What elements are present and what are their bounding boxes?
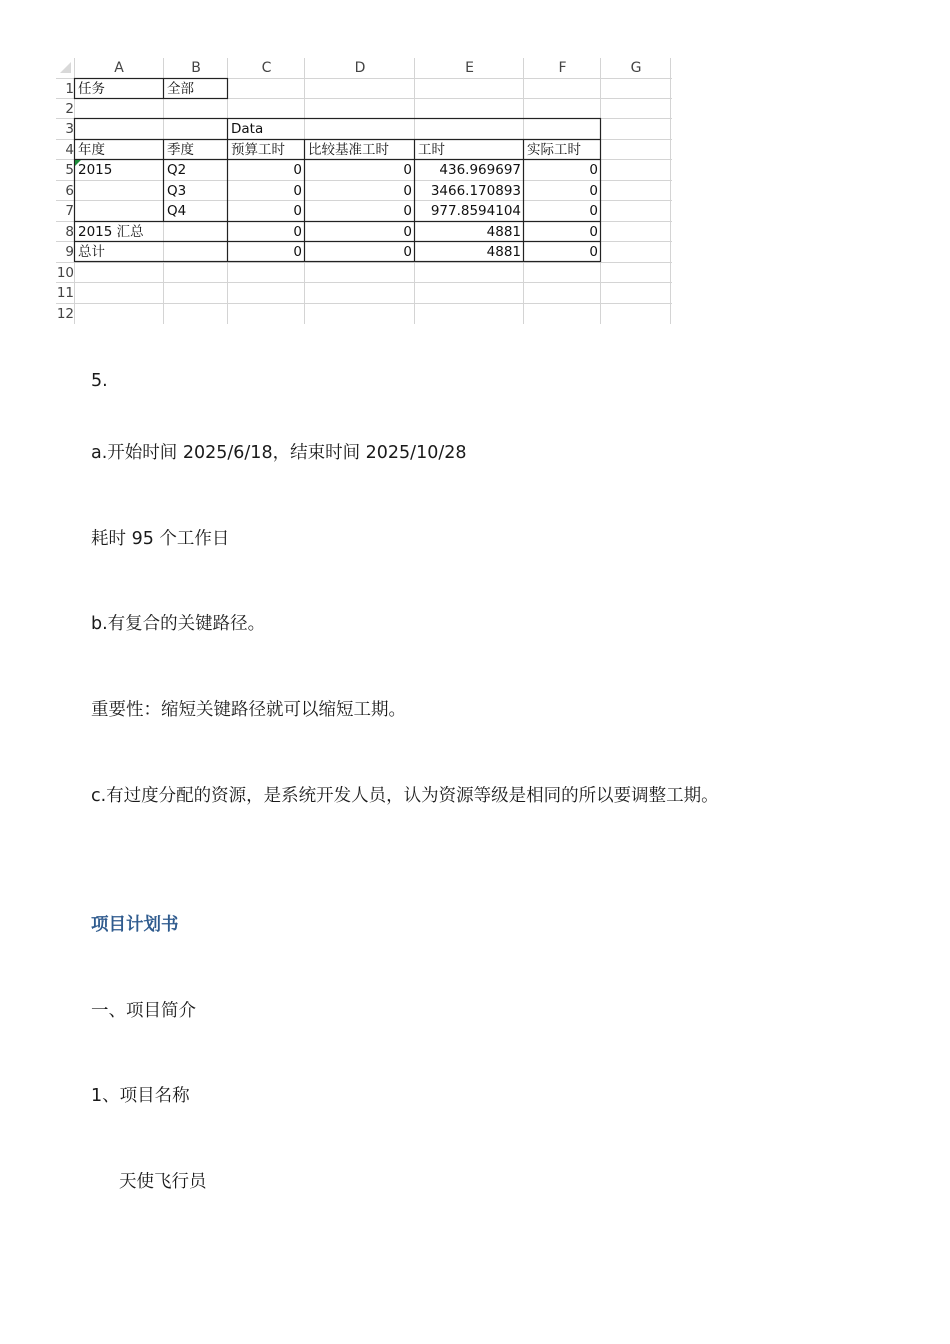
table-cell-work[interactable]: 3466.170893 [430,183,521,199]
subtotal-baseline-cell[interactable]: 0 [403,224,412,240]
table-cell-year[interactable]: 2015 [78,162,113,178]
filter-label-cell[interactable]: 任务 [78,81,105,97]
total-label-cell[interactable]: 总计 [78,244,105,260]
column-header-e[interactable]: E [465,60,474,76]
row-header-9[interactable]: 9 [65,244,74,260]
item-number: 5. [91,371,108,391]
table-cell-quarter[interactable]: Q2 [167,162,187,178]
subsection-one-heading: 1、项目名称 [91,1086,190,1106]
column-header-a[interactable]: A [114,60,124,76]
filter-value-cell[interactable]: 全部 [167,81,194,97]
spreadsheet-screenshot [56,58,672,324]
table-cell-budget[interactable]: 0 [293,183,302,199]
table-cell-budget[interactable]: 0 [293,162,302,178]
row-header-11[interactable]: 11 [56,285,74,301]
row-header-2[interactable]: 2 [65,101,74,117]
answer-a-paragraph: a.开始时间 2025/6/18，结束时间 2025/10/28 [91,443,467,463]
answer-b-paragraph: b.有复合的关键路径。 [91,614,266,634]
row-header-6[interactable]: 6 [65,183,74,199]
header-cell-baseline-work[interactable]: 比较基准工时 [308,142,389,158]
subtotal-actual-cell[interactable]: 0 [589,224,598,240]
subtotal-label-cell[interactable]: 2015 汇总 [78,224,144,240]
row-header-4[interactable]: 4 [65,142,74,158]
row-header-7[interactable]: 7 [65,203,74,219]
duration-paragraph: 耗时 95 个工作日 [91,529,230,549]
header-cell-work[interactable]: 工时 [418,142,445,158]
table-cell-baseline[interactable]: 0 [403,162,412,178]
table-cell-budget[interactable]: 0 [293,203,302,219]
row-header-5[interactable]: 5 [65,162,74,178]
answer-c-paragraph: c.有过度分配的资源，是系统开发人员，认为资源等级是相同的所以要调整工期。 [91,786,719,806]
column-header-d[interactable]: D [354,60,366,76]
total-work-cell[interactable]: 4881 [486,244,521,260]
table-cell-actual[interactable]: 0 [589,183,598,199]
project-name-text: 天使飞行员 [119,1172,207,1192]
column-header-c[interactable]: C [261,60,272,76]
row-header-12[interactable]: 12 [56,306,74,322]
importance-paragraph: 重要性：缩短关键路径就可以缩短工期。 [91,700,406,720]
subtotal-work-cell[interactable]: 4881 [486,224,521,240]
row-header-8[interactable]: 8 [65,224,74,240]
header-cell-actual-work[interactable]: 实际工时 [527,142,581,158]
subtotal-budget-cell[interactable]: 0 [293,224,302,240]
plan-title-heading: 项目计划书 [91,915,179,935]
data-label-cell[interactable]: Data [231,121,264,137]
row-header-1[interactable]: 1 [65,81,74,97]
table-cell-work[interactable]: 436.969697 [439,162,521,178]
column-header-g[interactable]: G [630,60,642,76]
table-cell-actual[interactable]: 0 [589,203,598,219]
table-cell-baseline[interactable]: 0 [403,183,412,199]
total-actual-cell[interactable]: 0 [589,244,598,260]
header-cell-budget-work[interactable]: 预算工时 [231,142,285,158]
column-header-f[interactable]: F [558,60,567,76]
total-baseline-cell[interactable]: 0 [403,244,412,260]
section-one-heading: 一、项目简介 [91,1001,196,1021]
column-header-b[interactable]: B [191,60,201,76]
header-cell-quarter[interactable]: 季度 [167,142,194,158]
total-budget-cell[interactable]: 0 [293,244,302,260]
table-cell-actual[interactable]: 0 [589,162,598,178]
table-cell-quarter[interactable]: Q3 [167,183,187,199]
table-cell-quarter[interactable]: Q4 [167,203,187,219]
table-cell-baseline[interactable]: 0 [403,203,412,219]
row-header-10[interactable]: 10 [56,265,74,281]
header-cell-year[interactable]: 年度 [78,142,105,158]
row-header-3[interactable]: 3 [65,121,74,137]
table-cell-work[interactable]: 977.8594104 [430,203,521,219]
